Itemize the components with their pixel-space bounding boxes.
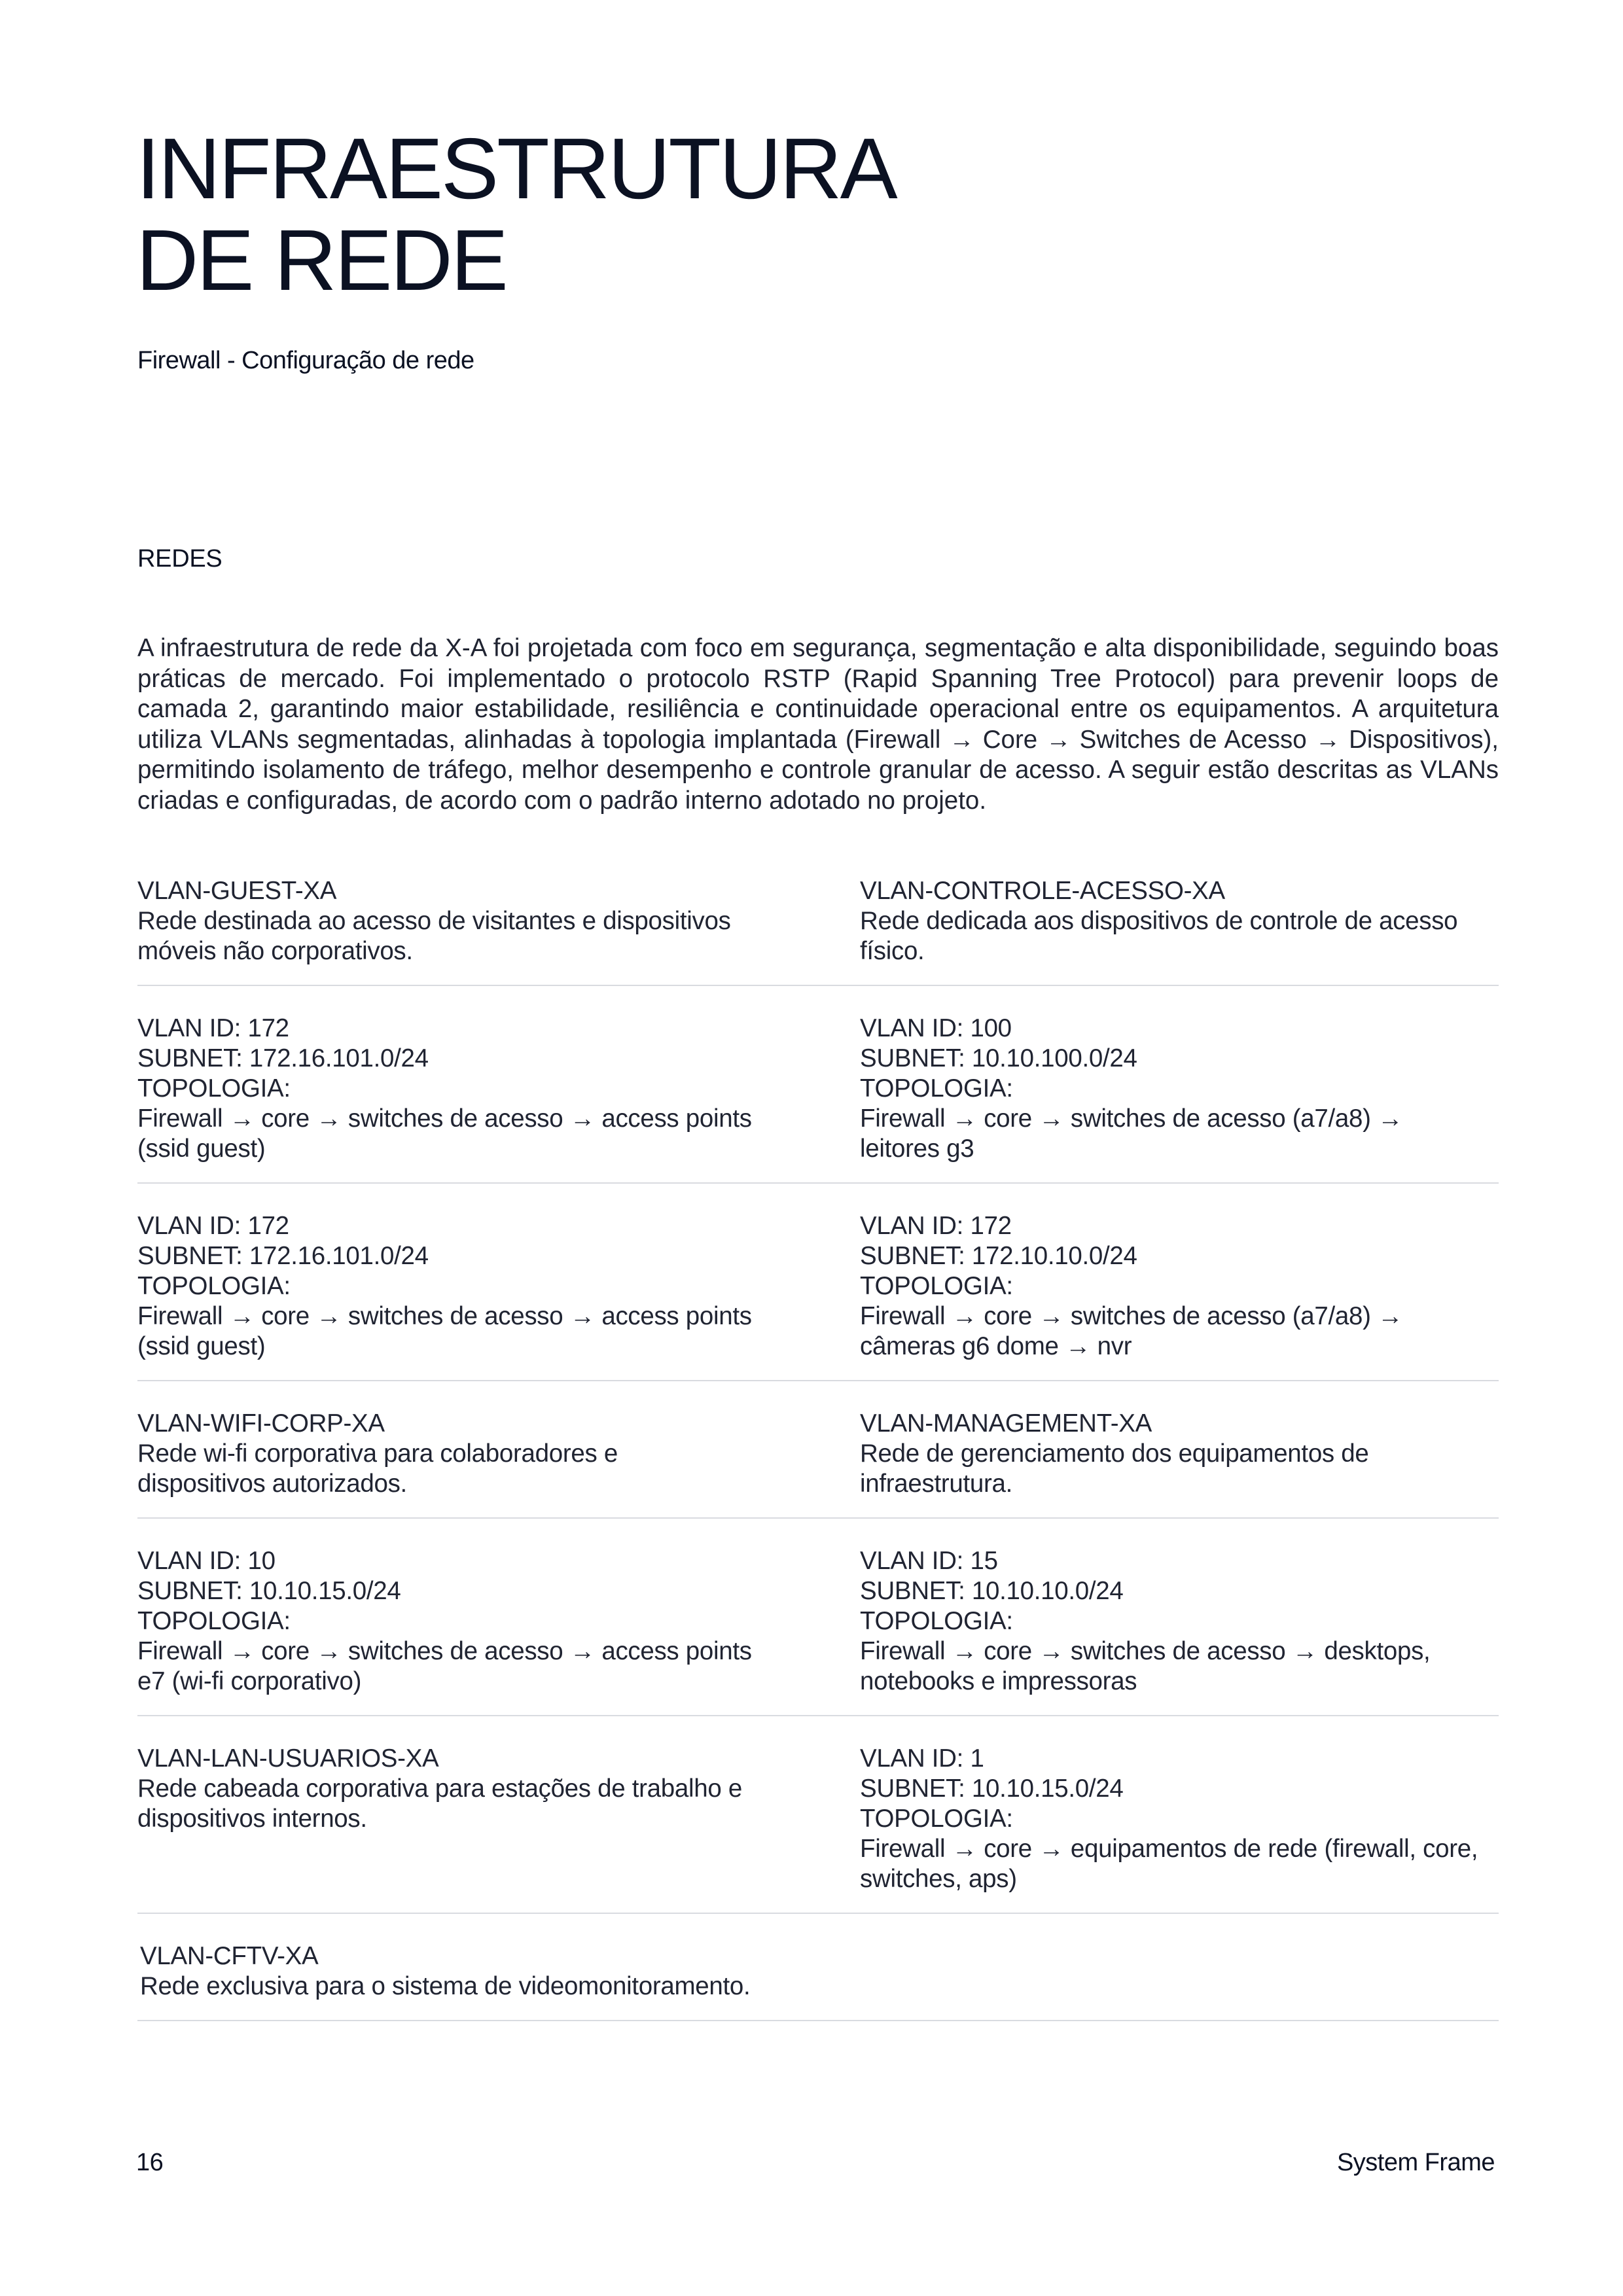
vlan-details-guest — [137, 1014, 860, 1164]
vlan-details-lan-usuarios — [860, 1546, 1499, 1697]
vlan-topology: Firewall → core → switches de acesso (a7/a8) → — [860, 1104, 1403, 1133]
vlan-name: VLAN-MANAGEMENT-XA — [860, 1409, 1152, 1438]
vlan-description: Rede cabeada corporativa para estações de trabalho e — [137, 1775, 743, 1803]
vlan-subnet: SUBNET: 10.10.15.0/24 — [860, 1775, 1124, 1803]
vlan-description: móveis não corporativos. — [137, 937, 413, 965]
vlan-details-guest-repeat — [137, 1211, 860, 1362]
vlan-name: VLAN-WIFI-CORP-XA — [137, 1409, 385, 1438]
vlan-topology-label: TOPOLOGIA: — [860, 1272, 1013, 1300]
vlan-name: VLAN-LAN-USUARIOS-XA — [137, 1744, 439, 1773]
vlan-subnet: SUBNET: 10.10.15.0/24 — [137, 1577, 401, 1605]
vlan-row — [137, 1519, 1499, 1716]
vlan-topology: Firewall → core → equipamentos de rede (firewall, core, — [860, 1835, 1478, 1863]
page-subtitle: Firewall - Configuração de rede — [137, 347, 474, 374]
vlan-description: Rede destinada ao acesso de visitantes e dispositivos — [137, 907, 731, 935]
vlan-topology: Firewall → core → switches de acesso → access points — [137, 1104, 752, 1133]
intro-paragraph: A infraestrutura de rede da X-A foi projetada com foco em segurança, segmentação e alta disponibilidade, seguindo boas práticas de mercado. Foi implementado o protocolo RSTP (Rapid Spanning Tree Protocol) para prevenir loops de camada 2, garantindo maior estabilidade, resiliência e continuidade operacional entre os equipamentos. A arquitetura utiliza VLANs segmentadas, alinhadas à topologia implantada (Firewall → Core → Switches de Acesso → Dispositivos), permitindo isolamento de tráfego, melhor desempenho e controle granular de acesso. A seguir estão descritas as VLANs criadas e configuradas, de acordo com o padrão interno adotado no projeto. — [137, 634, 1499, 815]
vlan-topology: Firewall → core → switches de acesso (a7/a8) → — [860, 1302, 1403, 1330]
vlan-row — [137, 1381, 1499, 1519]
vlan-description: dispositivos autorizados. — [137, 1470, 407, 1498]
vlan-table — [137, 867, 1499, 2021]
vlan-description: Rede dedicada aos dispositivos de controle de acesso — [860, 907, 1458, 935]
page-title-line-1: INFRAESTRUTURA — [136, 120, 896, 217]
vlan-topology: switches, aps) — [860, 1865, 1017, 1893]
vlan-row — [137, 1184, 1499, 1381]
vlan-id: VLAN ID: 172 — [137, 1014, 289, 1042]
page-title — [136, 120, 896, 308]
vlan-description: dispositivos internos. — [137, 1805, 367, 1833]
vlan-topology: (ssid guest) — [137, 1332, 266, 1360]
vlan-topology-label: TOPOLOGIA: — [860, 1074, 1013, 1103]
vlan-topology-label: TOPOLOGIA: — [137, 1074, 291, 1103]
vlan-topology-label: TOPOLOGIA: — [860, 1805, 1013, 1833]
vlan-topology: notebooks e impressoras — [860, 1667, 1137, 1695]
vlan-cell-wifi-corp — [137, 1409, 860, 1499]
vlan-topology-label: TOPOLOGIA: — [137, 1607, 291, 1635]
vlan-subnet: SUBNET: 172.16.101.0/24 — [137, 1242, 429, 1270]
vlan-topology: leitores g3 — [860, 1135, 974, 1163]
vlan-topology: e7 (wi-fi corporativo) — [137, 1667, 362, 1695]
vlan-details-cftv — [860, 1211, 1499, 1362]
page-number: 16 — [136, 2149, 164, 2176]
vlan-topology: Firewall → core → switches de acesso → desktops, — [860, 1637, 1431, 1665]
vlan-topology: Firewall → core → switches de acesso → access points — [137, 1637, 752, 1665]
vlan-id: VLAN ID: 15 — [860, 1547, 998, 1575]
vlan-subnet: SUBNET: 172.10.10.0/24 — [860, 1242, 1137, 1270]
vlan-subnet: SUBNET: 172.16.101.0/24 — [137, 1044, 429, 1072]
vlan-row — [137, 1716, 1499, 1914]
vlan-description: infraestrutura. — [860, 1470, 1013, 1498]
vlan-description: Rede wi-fi corporativa para colaboradores e — [137, 1439, 618, 1468]
vlan-row — [137, 867, 1499, 986]
vlan-id: VLAN ID: 10 — [137, 1547, 276, 1575]
vlan-topology-label: TOPOLOGIA: — [137, 1272, 291, 1300]
vlan-cell-guest — [137, 876, 860, 966]
vlan-name: VLAN-GUEST-XA — [137, 877, 337, 905]
vlan-topology-label: TOPOLOGIA: — [860, 1607, 1013, 1635]
footer-brand: System Frame — [1336, 2149, 1495, 2176]
vlan-name: VLAN-CFTV-XA — [140, 1942, 319, 1970]
vlan-topology: Firewall → core → switches de acesso → access points — [137, 1302, 752, 1330]
vlan-row — [137, 1914, 1499, 2021]
vlan-details-wifi-corp — [137, 1546, 860, 1697]
vlan-details-controle-acesso — [860, 1014, 1499, 1164]
vlan-id: VLAN ID: 1 — [860, 1744, 984, 1773]
vlan-topology: (ssid guest) — [137, 1135, 266, 1163]
vlan-cell-empty — [861, 1941, 1499, 2002]
vlan-description: físico. — [860, 937, 925, 965]
section-label: REDES — [137, 545, 223, 573]
vlan-details-management — [860, 1744, 1499, 1894]
vlan-cell-controle-acesso — [860, 876, 1499, 966]
vlan-cell-management — [860, 1409, 1499, 1499]
vlan-subnet: SUBNET: 10.10.100.0/24 — [860, 1044, 1137, 1072]
vlan-id: VLAN ID: 172 — [137, 1212, 289, 1240]
vlan-cell-lan-usuarios — [137, 1744, 860, 1894]
vlan-name: VLAN-CONTROLE-ACESSO-XA — [860, 877, 1225, 905]
vlan-id: VLAN ID: 100 — [860, 1014, 1012, 1042]
vlan-subnet: SUBNET: 10.10.10.0/24 — [860, 1577, 1124, 1605]
page-title-line-2: DE REDE — [136, 212, 507, 308]
vlan-description: Rede de gerenciamento dos equipamentos de — [860, 1439, 1369, 1468]
vlan-cell-cftv — [137, 1941, 861, 2002]
vlan-topology: câmeras g6 dome → nvr — [860, 1332, 1132, 1360]
vlan-id: VLAN ID: 172 — [860, 1212, 1012, 1240]
vlan-description: Rede exclusiva para o sistema de videomonitoramento. — [140, 1972, 751, 2000]
vlan-row — [137, 986, 1499, 1184]
